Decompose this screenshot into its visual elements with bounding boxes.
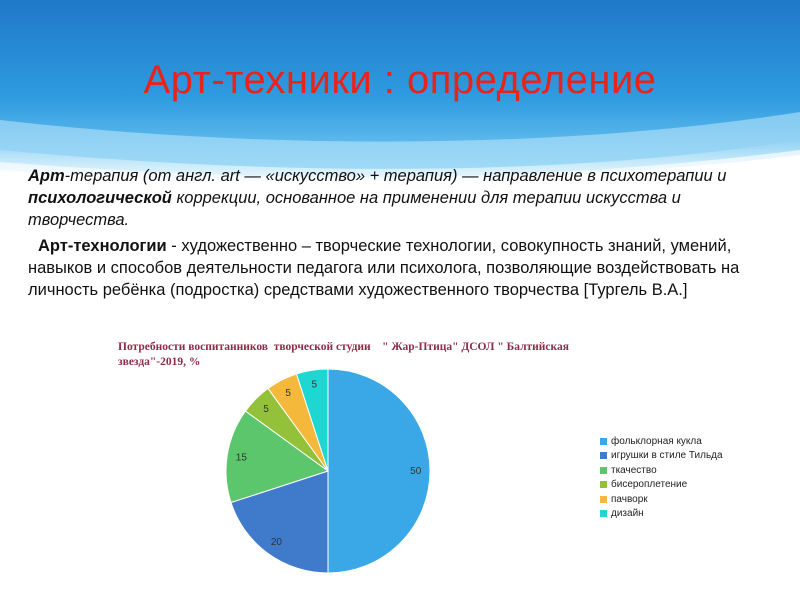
art-therapy-definition [28, 165, 768, 231]
slide-title: Арт-техники : определение [143, 58, 657, 102]
legend-swatch [600, 481, 607, 488]
pie-data-label-4: 5 [263, 403, 269, 415]
definition-text-1: -терапия (от англ. art — «искусство» + терапия) — направление в психотерапии и [64, 167, 727, 185]
legend-swatch [600, 452, 607, 459]
legend-swatch [600, 467, 607, 474]
legend-swatch [600, 438, 607, 445]
art-technologies-term: Арт-технологии [38, 237, 167, 255]
legend-label: игрушки в стиле Тильда [611, 450, 723, 462]
art-therapy-term: Арт [28, 167, 65, 185]
slide-body [28, 165, 768, 301]
pie-data-label-3: 15 [235, 452, 247, 464]
legend-item [600, 478, 723, 493]
legend-item [600, 449, 723, 464]
pie-data-label-5: 5 [285, 387, 291, 399]
definition-text-2: коррекции, основанное на применении для терапии искусства и творчества. [28, 189, 681, 229]
legend-label: ткачество [611, 464, 657, 476]
legend-label: пачворк [611, 493, 648, 505]
pie-data-label-1: 50 [410, 466, 422, 477]
chart-title-line-1: Потребности воспитанников творческой студии " Жар-Птица" ДСОЛ " Балтийская [118, 341, 569, 353]
legend-item [600, 507, 723, 522]
legend-label: дизайн [611, 508, 644, 520]
legend-item [600, 463, 723, 478]
chart-title-line-2: звезда"-2019, % [118, 356, 201, 368]
legend-label: фольклорная кукла [611, 435, 702, 447]
psychological-term: психологической [28, 189, 172, 207]
art-technologies-definition [28, 235, 768, 301]
legend-swatch [600, 496, 607, 503]
chart-legend [600, 434, 723, 521]
legend-item [600, 434, 723, 449]
legend-item [600, 492, 723, 507]
pie-data-label-6: 5 [311, 379, 318, 391]
legend-label: бисероплетение [611, 479, 688, 491]
technologies-text: - художественно – творческие технологии, совокупность знаний, умений, навыков и способов деятельности педагога или психолога, позволяющие воздействовать на личность ребёнка (подростка) средствами художественного творчества [Тургель В.А.] [28, 237, 740, 299]
pie-data-label-2: 20 [270, 536, 283, 548]
legend-swatch [600, 510, 607, 517]
pie-chart [222, 365, 434, 577]
